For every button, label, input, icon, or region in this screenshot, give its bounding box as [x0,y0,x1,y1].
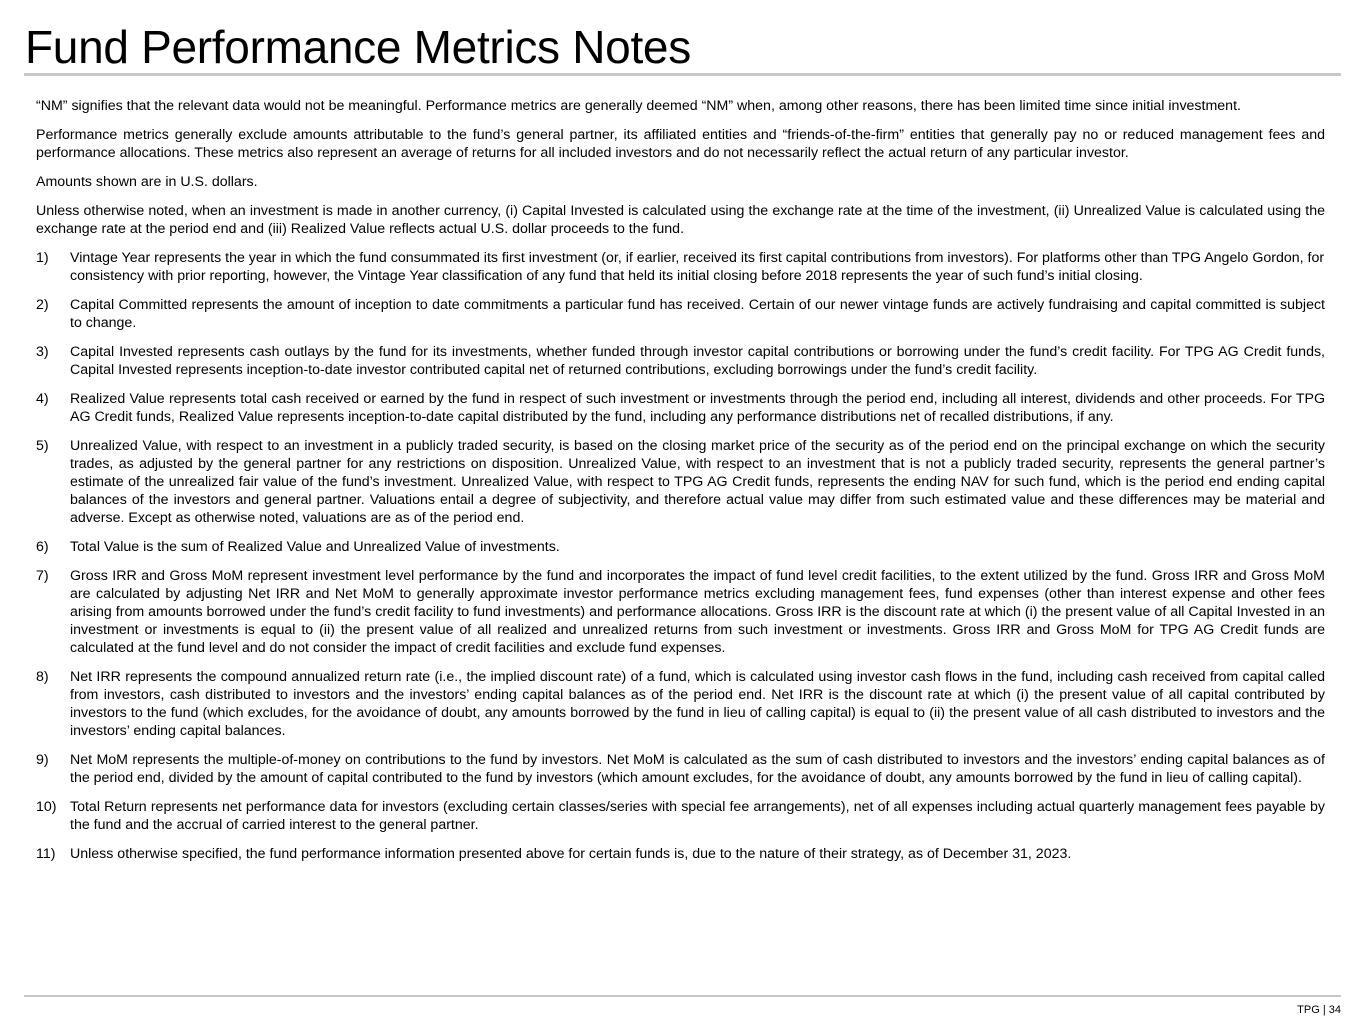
note-item [36,538,1325,556]
note-text: Net MoM represents the multiple-of-money on contributions to the fund by investors. Net MoM is calculated as the sum of cash distributed to investors and the investors’ ending capital balances as of the period end, divided by the amount of capital contributed to the fund by investors (which amount excludes, for the avoidance of doubt, any amounts borrowed by the fund in lieu of calling capital). [70,752,1325,786]
intro-paragraph-currency: Amounts shown are in U.S. dollars. [36,174,258,190]
note-number: 1) [36,250,49,266]
note-number: 9) [36,752,49,768]
page-footer: TPG | 34 [1297,1004,1341,1016]
note-text: Realized Value represents total cash received or earned by the fund in respect of such investment or investments through the period end, including all interest, dividends and other proceeds. For TPG AG Credit funds, Realized Value represents inception-to-date capital distributed by the fund, including any performance distributions net of recalled distributions, if any. [70,391,1325,425]
note-number: 2) [36,297,49,313]
note-number: 4) [36,391,49,407]
intro-paragraph-nm: “NM” signifies that the relevant data would not be meaningful. Performance metrics are generally deemed “NM” when, among other reasons, there has been limited time since initial investment. [36,98,1241,114]
footer-divider [24,995,1341,997]
note-text: Unrealized Value, with respect to an investment in a publicly traded security, is based on the closing market price of the security as of the period end on the principal exchange on which the security trades, as adjusted by the general partner for any restrictions on disposition. Unrealized Value, with respect to an investment that is not a publicly traded security, represents the general partner’s estimate of the unrealized fair value of the fund’s investment. Unrealized Value, with respect to TPG AG Credit funds, represents the ending NAV for such fund, which is the period end ending capital balances of the investors and general partner. Valuations entail a degree of subjectivity, and therefore actual value may differ from such estimated value and these differences may be material and adverse. Except as otherwise noted, valuations are as of the period end. [70,438,1325,526]
note-number: 8) [36,669,49,685]
note-item [36,296,1325,332]
note-number: 10) [36,799,57,815]
note-text: Total Value is the sum of Realized Value and Unrealized Value of investments. [70,539,560,555]
note-item [36,437,1325,527]
note-text: Net IRR represents the compound annualized return rate (i.e., the implied discount rate) of a fund, which is calculated using investor cash flows in the fund, including cash received from capital called from investors, cash distributed to investors and the investors’ ending capital balances as of the period end. Net IRR is the discount rate at which (i) the present value of all capital contributed by investors to the fund (which excludes, for the avoidance of doubt, any amounts borrowed by the fund in lieu of calling capital) is equal to (ii) the present value of all cash distributed to investors and the investors’ ending capital balances. [70,669,1325,739]
note-number: 6) [36,539,49,555]
note-text: Unless otherwise specified, the fund performance information presented above for certain funds is, due to the nature of their strategy, as of December 31, 2023. [70,846,1072,862]
note-number: 11) [36,846,56,862]
note-number: 3) [36,344,49,360]
note-text: Total Return represents net performance data for investors (excluding certain classes/series with special fee arrangements), net of all expenses including actual quarterly management fees payable by the fund and the accrual of carried interest to the general partner. [70,799,1325,833]
note-item [36,668,1325,740]
note-item [36,751,1325,787]
notes-body [36,97,1325,874]
note-item [36,249,1325,285]
intro-paragraph-exchange-rate: Unless otherwise noted, when an investment is made in another currency, (i) Capital Invested is calculated using the exchange rate at the time of the investment, (ii) Unrealized Value is calculated using the exchange rate at the period end and (iii) Realized Value reflects actual U.S. dollar proceeds to the fund. [36,203,1325,237]
note-text: Capital Committed represents the amount of inception to date commitments a particular fund has received. Certain of our newer vintage funds are actively fundraising and capital committed is subject to change. [70,297,1325,331]
note-text: Capital Invested represents cash outlays by the fund for its investments, whether funded through investor capital contributions or borrowing under the fund’s credit facility. For TPG AG Credit funds, Capital Invested represents inception-to-date investor contributed capital net of returned contributions, excluding borrowings under the fund’s credit facility. [70,344,1325,378]
note-number: 5) [36,438,49,454]
intro-paragraph-exclusions: Performance metrics generally exclude amounts attributable to the fund’s general partner, its affiliated entities and “friends-of-the-firm” entities that generally pay no or reduced management fees and performance allocations. These metrics also represent an average of returns for all included investors and do not necessarily reflect the actual return of any particular investor. [36,127,1325,161]
page-title: Fund Performance Metrics Notes [25,21,691,73]
note-item [36,798,1325,834]
note-item [36,390,1325,426]
note-item [36,845,1325,863]
note-text: Vintage Year represents the year in which the fund consummated its first investment (or, if earlier, received its first capital contributions from investors). For platforms other than TPG Angelo Gordon, for consistency with prior reporting, however, the Vintage Year classification of any fund that held its initial closing before 2018 represents the year of such fund’s initial closing. [70,250,1325,284]
note-number: 7) [36,568,49,584]
note-item [36,567,1325,657]
note-item [36,343,1325,379]
note-text: Gross IRR and Gross MoM represent investment level performance by the fund and incorporates the impact of fund level credit facilities, to the extent utilized by the fund. Gross IRR and Gross MoM are calculated by adjusting Net IRR and Net MoM to generally approximate investor performance metrics excluding management fees, fund expenses (other than interest expense and other fees arising from amounts borrowed under the fund’s credit facility to fund investments) and performance allocations. Gross IRR is the discount rate at which (i) the present value of all Capital Invested in an investment or investments is equal to (ii) the present value of all realized and unrealized returns from such investment or investments. Gross IRR and Gross MoM for TPG AG Credit funds are calculated at the fund level and do not consider the impact of credit facilities and exclude fund expenses. [70,568,1325,656]
title-divider [24,73,1341,76]
